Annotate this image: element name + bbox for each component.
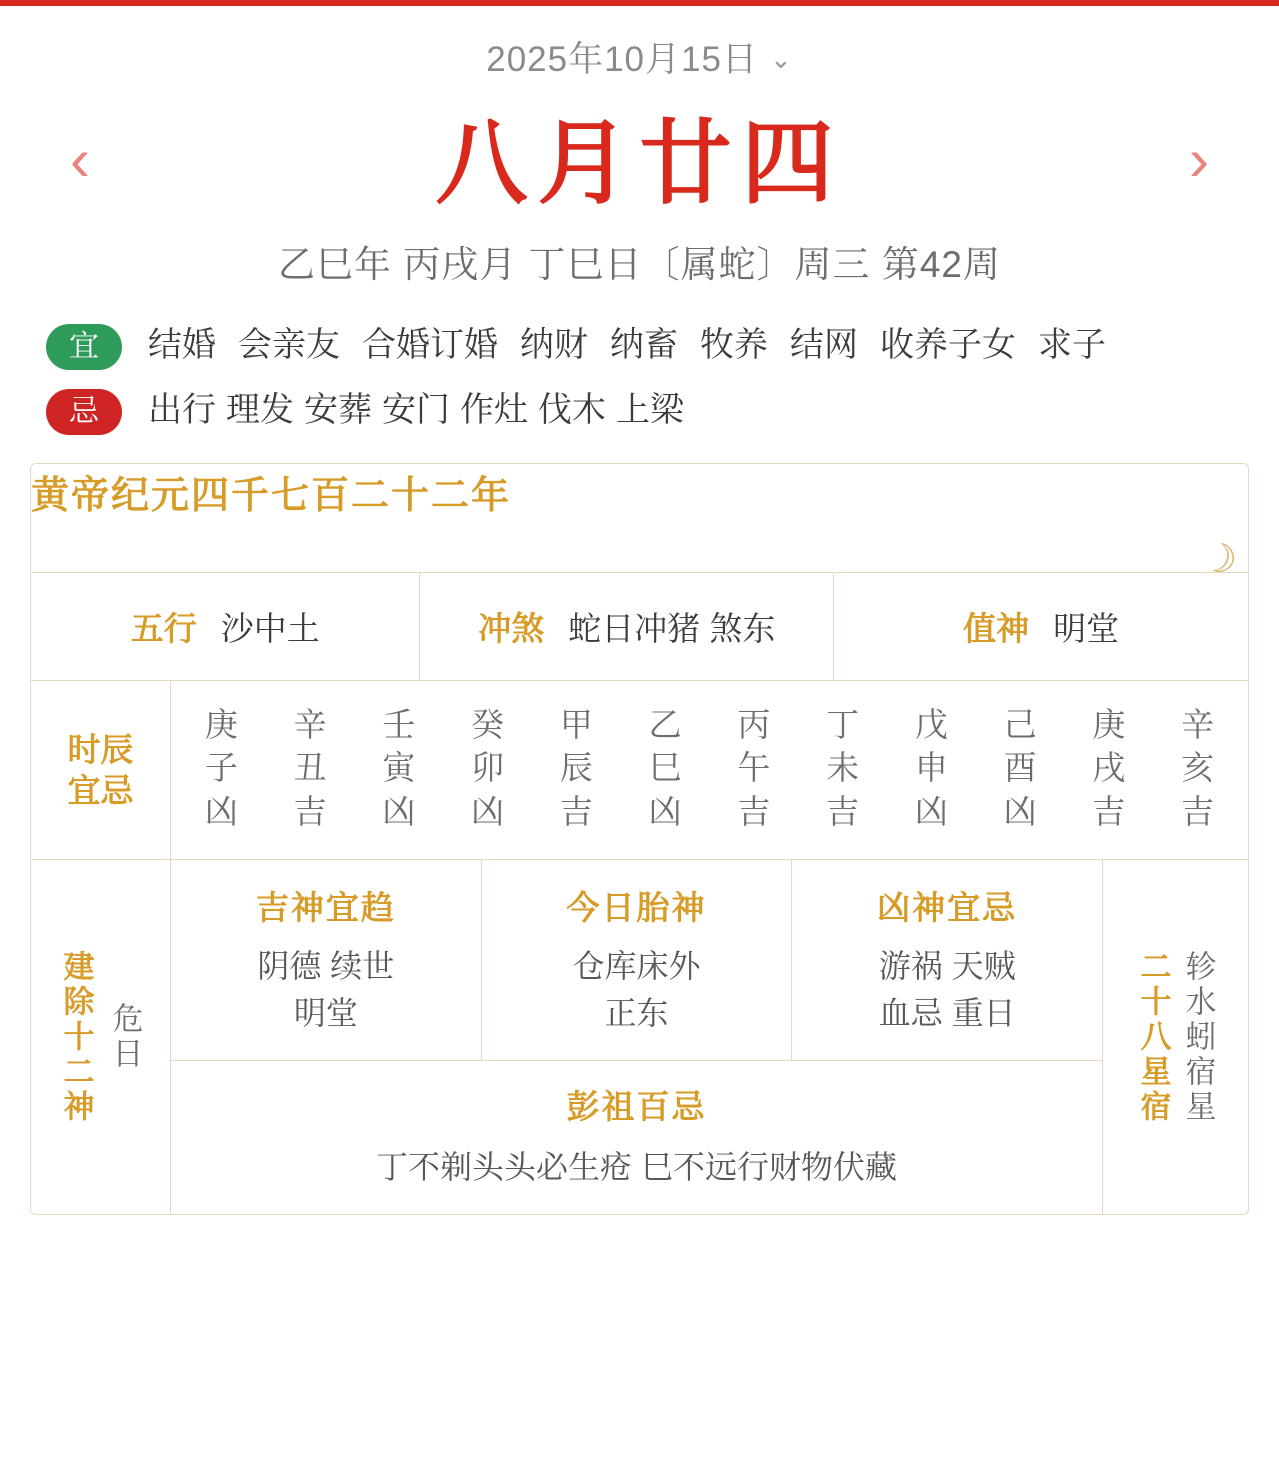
- shichen-zhi: 卯: [471, 749, 505, 787]
- jianchu-cell: [31, 860, 171, 1214]
- top-accent-bar: [0, 0, 1279, 6]
- wuxing-cell: [31, 573, 420, 681]
- info-row: [31, 573, 1248, 681]
- shichen-item: [649, 703, 682, 834]
- yi-item: 结婚: [148, 326, 216, 365]
- shichen-jx: 吉: [293, 792, 327, 830]
- shichen-jx: 凶: [382, 792, 416, 830]
- zhishen-cell: [834, 573, 1248, 681]
- zhishen-value: 明堂: [1053, 609, 1120, 647]
- shichen-jx: 凶: [204, 792, 238, 830]
- xingsu-value: 轸水蚓宿星: [1180, 949, 1216, 1125]
- shichen-zhi: 寅: [382, 749, 416, 787]
- yi-item: 会亲友: [238, 326, 340, 365]
- yi-items: [148, 318, 1128, 373]
- shichen-jx: 吉: [1092, 792, 1126, 830]
- shichen-zhi: 辰: [559, 749, 593, 787]
- shichen-zhi: 巳: [648, 749, 682, 787]
- shichen-gan: 庚: [204, 705, 238, 743]
- next-day-button[interactable]: ›: [1189, 126, 1209, 193]
- shichen-item: [471, 703, 504, 834]
- yi-item: 收养子女: [880, 326, 1016, 365]
- shichen-gan: 己: [1003, 705, 1037, 743]
- shichen-gan: 甲: [559, 705, 593, 743]
- zhishen-label: 值神: [963, 609, 1030, 647]
- shichen-gan: 辛: [1181, 705, 1215, 743]
- jianchu-label: 建除十二神: [58, 949, 94, 1125]
- shichen-zhi: 午: [737, 749, 771, 787]
- shichen-gan: 癸: [471, 705, 505, 743]
- shichen-item: [1004, 703, 1037, 834]
- shichen-item: [826, 703, 859, 834]
- lunar-date-title: 八月廿四: [435, 109, 844, 217]
- xingsu-cell: [1102, 860, 1248, 1214]
- pengzu-title: 彭祖百忌: [566, 1087, 707, 1125]
- pengzu-cell: [171, 1061, 1102, 1214]
- chongsha-value: 蛇日冲猪 煞东: [568, 609, 776, 647]
- shichen-item: [737, 703, 770, 834]
- wuxing-label: 五行: [130, 609, 197, 647]
- yi-item: 牧养: [700, 326, 768, 365]
- prev-day-button[interactable]: ‹: [70, 126, 90, 193]
- era-title: 黄帝纪元四千七百二十二年: [31, 464, 1248, 573]
- shichen-zhi: 亥: [1181, 749, 1215, 787]
- shichen-zhi: 未: [826, 749, 860, 787]
- yi-item: 纳财: [520, 326, 588, 365]
- chongsha-label: 冲煞: [478, 609, 545, 647]
- ji-item: 出行: [148, 391, 216, 430]
- shichen-zhi: 申: [914, 749, 948, 787]
- shichen-jx: 凶: [471, 792, 505, 830]
- shichen-jx: 凶: [648, 792, 682, 830]
- mid-top-row: [171, 860, 1102, 1061]
- jishen-cell: [171, 860, 482, 1060]
- ji-item: 安门: [382, 391, 450, 430]
- shichen-row: [31, 681, 1248, 861]
- taishen-line2: 正东: [604, 994, 669, 1031]
- xiongshen-line1: 游祸 天贼: [878, 948, 1016, 985]
- almanac-card: [30, 463, 1249, 1215]
- shichen-jx: 吉: [826, 792, 860, 830]
- taishen-title: 今日胎神: [566, 889, 707, 927]
- ji-item: 作灶: [460, 391, 528, 430]
- taishen-line1: 仓库床外: [572, 948, 701, 985]
- shichen-item: [560, 703, 593, 834]
- ji-item: 伐木: [538, 391, 606, 430]
- shichen-jx: 吉: [737, 792, 771, 830]
- ji-item: 安葬: [304, 391, 372, 430]
- shichen-zhi: 丑: [293, 749, 327, 787]
- shichen-gan: 戊: [914, 705, 948, 743]
- shichen-item: [205, 703, 238, 834]
- ji-items: [148, 383, 694, 438]
- ji-item: 上梁: [616, 391, 684, 430]
- shichen-gan: 辛: [293, 705, 327, 743]
- shichen-jx: 凶: [1003, 792, 1037, 830]
- jishen-title: 吉神宜趋: [255, 889, 396, 927]
- jianchu-value: 危日: [107, 1002, 143, 1073]
- lunar-date-row: [0, 108, 1279, 218]
- shichen-zhi: 戌: [1092, 749, 1126, 787]
- shichen-item: [915, 703, 948, 834]
- mid-column: [171, 860, 1102, 1214]
- shichen-item: [294, 703, 327, 834]
- shichen-gan: 丁: [826, 705, 860, 743]
- yi-item: 结网: [790, 326, 858, 365]
- shichen-jx: 吉: [1181, 792, 1215, 830]
- wuxing-value: 沙中土: [220, 609, 320, 647]
- bottom-section: [31, 860, 1248, 1214]
- moon-icon: ☽: [1195, 532, 1243, 586]
- date-label: 2025年10月15日: [486, 40, 758, 79]
- yi-badge: 宜: [46, 324, 122, 370]
- yi-row: [46, 318, 1249, 373]
- shichen-gan: 壬: [382, 705, 416, 743]
- xingsu-label: 二十八星宿: [1135, 949, 1171, 1125]
- shichen-jx: 凶: [914, 792, 948, 830]
- shichen-gan: 乙: [648, 705, 682, 743]
- ji-row: [46, 383, 1249, 438]
- ji-badge: 忌: [46, 389, 122, 435]
- yi-item: 纳畜: [610, 326, 678, 365]
- ji-item: 理发: [226, 391, 294, 430]
- xiongshen-title: 凶神宜忌: [877, 889, 1018, 927]
- yi-ji-block: [0, 318, 1279, 438]
- yi-item: 求子: [1038, 326, 1106, 365]
- yi-item: 合婚订婚: [362, 326, 498, 365]
- ganzhi-line: 乙巳年 丙戌月 丁巳日〔属蛇〕周三 第42周: [278, 244, 1001, 286]
- shichen-items: [171, 681, 1248, 860]
- chongsha-cell: [420, 573, 834, 681]
- taishen-cell: [482, 860, 793, 1060]
- pengzu-text: 丁不剃头头必生疮 巳不远行财物伏藏: [376, 1148, 897, 1185]
- shichen-label: 时辰 宜忌: [31, 681, 171, 860]
- chevron-down-icon[interactable]: ⌄: [769, 44, 793, 74]
- date-selector[interactable]: [0, 32, 1279, 82]
- shichen-item: [382, 703, 415, 834]
- shichen-jx: 吉: [559, 792, 593, 830]
- shichen-zhi: 酉: [1003, 749, 1037, 787]
- shichen-zhi: 子: [204, 749, 238, 787]
- shichen-gan: 丙: [737, 705, 771, 743]
- xiongshen-line2: 血忌 重日: [878, 994, 1016, 1031]
- shichen-gan: 庚: [1092, 705, 1126, 743]
- shichen-item: [1181, 703, 1214, 834]
- shichen-item: [1092, 703, 1125, 834]
- jishen-line1: 阴德 续世: [257, 948, 395, 985]
- xiongshen-cell: [792, 860, 1102, 1060]
- jishen-line2: 明堂: [293, 994, 358, 1031]
